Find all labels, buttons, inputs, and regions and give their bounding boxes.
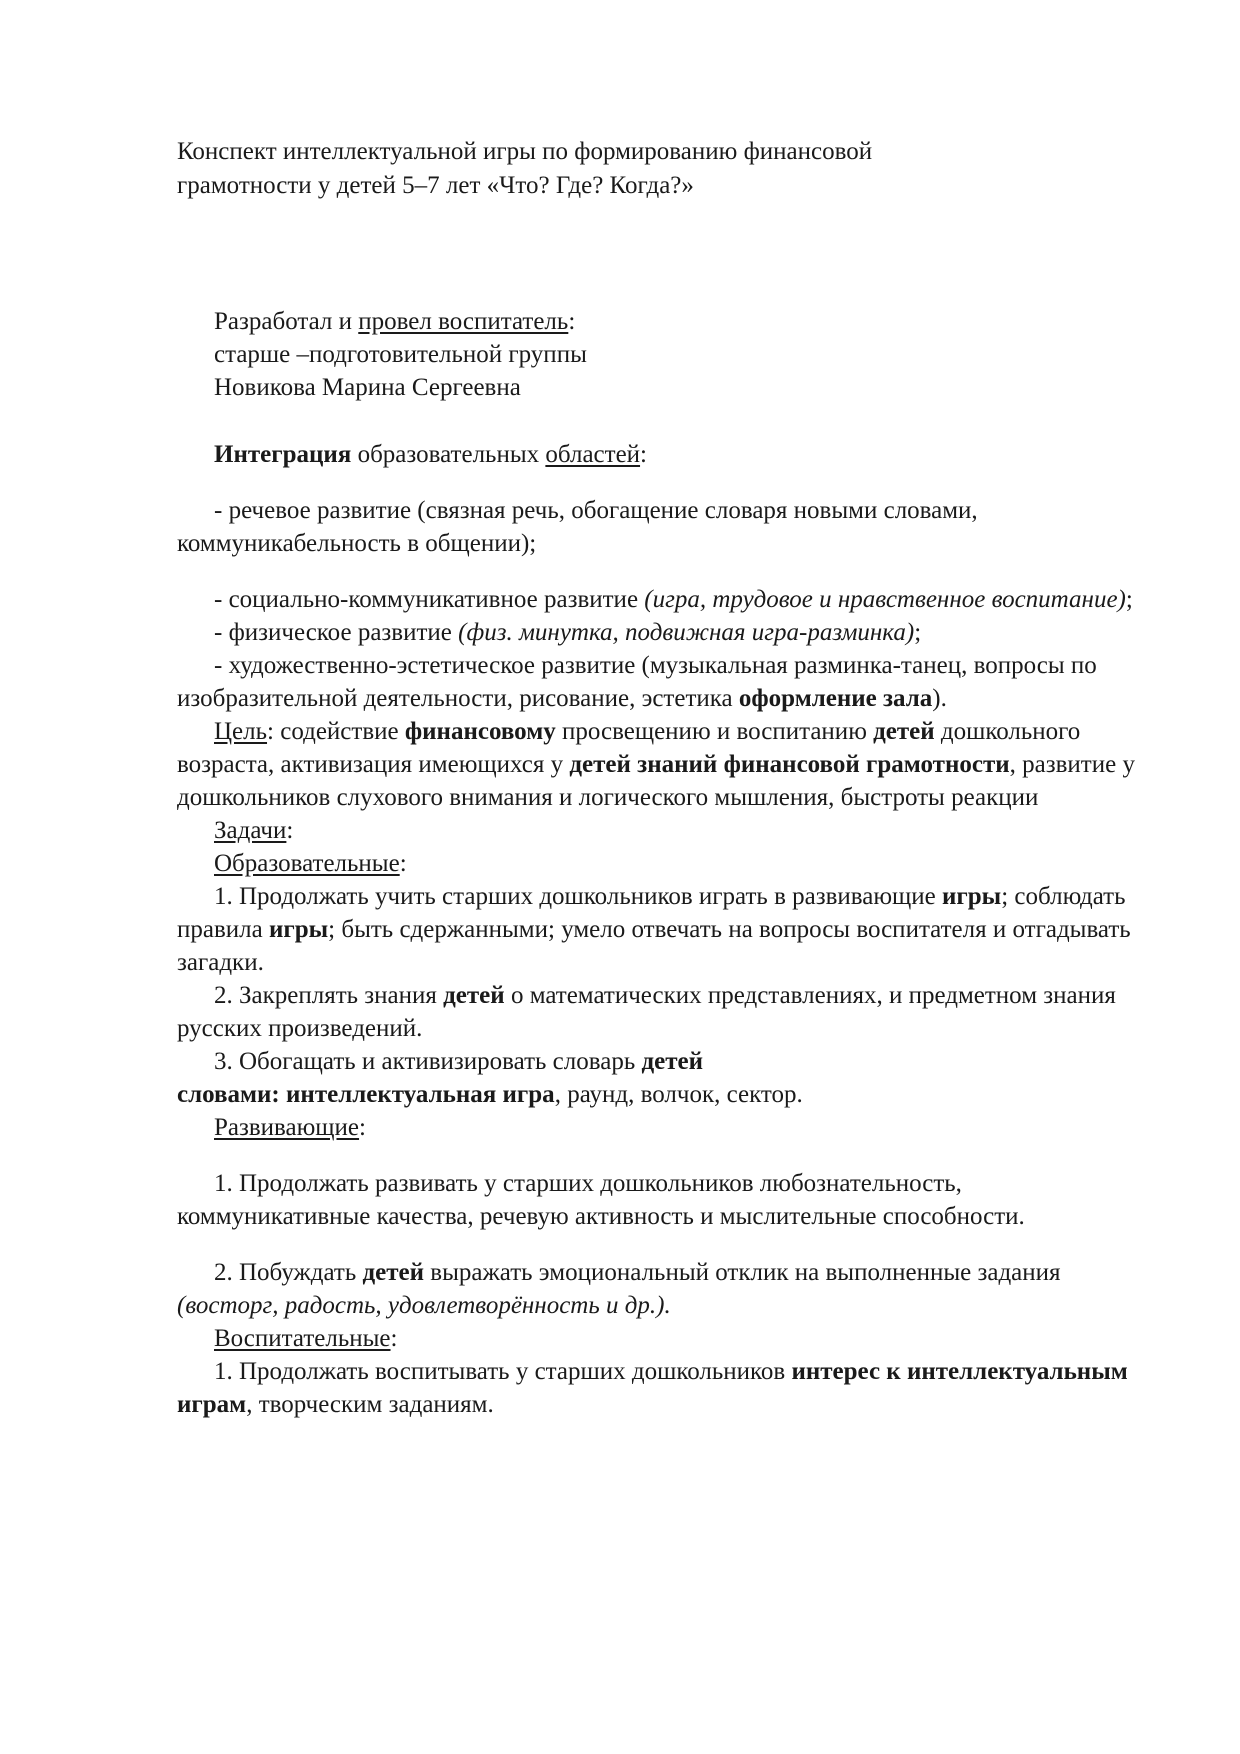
author-prefix: Разработал и bbox=[214, 308, 359, 335]
dev2-italic-1: (восторг, радость, удовлетворённость и др.). bbox=[177, 1292, 671, 1319]
upbringing-item-1 bbox=[177, 1355, 1157, 1421]
author-role: провел воспитатель bbox=[358, 308, 569, 335]
upbringing-label: Воспитательные bbox=[214, 1325, 391, 1352]
author-name: Новикова Марина Сергеевна bbox=[214, 374, 521, 401]
art-text: - художественно-эстетическое развитие (музыкальная разминка-танец, вопросы по изобразительной деятельности, рисование, эстетика bbox=[177, 652, 1097, 712]
educational-heading bbox=[177, 847, 1157, 880]
tasks-label: Задачи bbox=[214, 817, 287, 844]
author-line bbox=[214, 305, 1114, 338]
upbringing-heading bbox=[177, 1322, 1157, 1355]
goal-text-3: дошкольного возраста, активизация имеющихся у bbox=[177, 718, 1081, 778]
developing-heading bbox=[177, 1111, 1157, 1144]
edu3-text-2: , раунд, волчок, сектор. bbox=[554, 1081, 803, 1108]
edu2-bold-1: детей bbox=[443, 982, 505, 1009]
edu1-bold-1: игры bbox=[942, 883, 1002, 910]
edu3-text-1: 3. Обогащать и активизировать словарь bbox=[214, 1048, 642, 1075]
up1-text-2: , творческим заданиям. bbox=[246, 1391, 494, 1418]
integration-heading bbox=[177, 438, 1157, 471]
goal-text-1: : содействие bbox=[267, 718, 405, 745]
social-end: ; bbox=[1125, 586, 1133, 613]
developing-item-2 bbox=[177, 1256, 1157, 1322]
edu1-text-1: 1. Продолжать учить старших дошкольников играть в развивающие bbox=[214, 883, 943, 910]
author-block bbox=[214, 305, 1114, 404]
edu1-text-2: ; соблюдать правила bbox=[177, 883, 1126, 943]
developing-colon: : bbox=[359, 1114, 366, 1141]
physical-end: ; bbox=[914, 619, 922, 646]
edu1-text-3: ; быть сдержанными; умело отвечать на вопросы воспитателя и отгадывать загадки. bbox=[177, 916, 1131, 976]
educational-label: Образовательные bbox=[214, 850, 400, 877]
up1-bold-1: интерес к интеллектуальным играм bbox=[177, 1358, 1128, 1418]
edu2-text-1: 2. Закреплять знания bbox=[214, 982, 444, 1009]
social-development bbox=[177, 583, 1157, 616]
goal-label: Цель bbox=[214, 718, 268, 745]
tasks-colon: : bbox=[286, 817, 294, 844]
educational-item-2 bbox=[177, 979, 1157, 1045]
goal-paragraph bbox=[177, 715, 1157, 814]
edu3-bold-2: словами: интеллектуальная игра bbox=[177, 1081, 555, 1108]
educational-item-3 bbox=[177, 1045, 1157, 1111]
upbringing-colon: : bbox=[390, 1325, 398, 1352]
developing-item-1: 1. Продолжать развивать у старших дошкольников любознательность, коммуникативные качества, речевую активность и мыслительные способности. bbox=[177, 1170, 1025, 1230]
document-title bbox=[177, 135, 1077, 203]
up1-text-1: 1. Продолжать воспитывать у старших дошкольников bbox=[214, 1358, 792, 1385]
document-body bbox=[177, 438, 1157, 1421]
integration-colon: : bbox=[640, 441, 647, 468]
social-text: - социально-коммуникативное развитие bbox=[214, 586, 645, 613]
tasks-heading bbox=[177, 814, 1157, 847]
dev2-text-2: выражать эмоциональный отклик на выполненные задания bbox=[424, 1259, 1061, 1286]
physical-development bbox=[177, 616, 1157, 649]
goal-text-4: , развитие у дошкольников слухового внимания и логического мышления, быстроты реакции bbox=[177, 751, 1135, 811]
author-group: старше –подготовительной группы bbox=[214, 341, 587, 368]
title-line-1: Конспект интеллектуальной игры по формированию финансовой bbox=[177, 138, 873, 165]
physical-italic: (физ. минутка, подвижная игра-разминка) bbox=[458, 619, 915, 646]
author-colon: : bbox=[568, 308, 576, 335]
goal-bold-1: финансовому bbox=[404, 718, 556, 745]
goal-text-2: просвещению и воспитанию bbox=[555, 718, 874, 745]
speech-development: - речевое развитие (связная речь, обогащение словаря новыми словами, коммуникабельность в общении); bbox=[177, 497, 978, 557]
educational-colon: : bbox=[399, 850, 407, 877]
art-end: ). bbox=[932, 685, 947, 712]
social-italic: (игра, трудовое и нравственное воспитание) bbox=[644, 586, 1126, 613]
developing-label: Развивающие bbox=[214, 1114, 360, 1141]
goal-bold-3: детей знаний финансовой грамотности bbox=[569, 751, 1010, 778]
dev2-text-1: 2. Побуждать bbox=[214, 1259, 363, 1286]
educational-item-1 bbox=[177, 880, 1157, 979]
edu3-bold-1: детей bbox=[641, 1048, 704, 1075]
integration-bold: Интеграция bbox=[214, 441, 352, 468]
edu2-text-2: о математических представлениях, и предметном знания русских произведений. bbox=[177, 982, 1116, 1042]
edu1-bold-2: игры bbox=[268, 916, 329, 943]
goal-bold-2: детей bbox=[873, 718, 935, 745]
integration-areas: областей bbox=[545, 441, 641, 468]
dev2-bold-1: детей bbox=[362, 1259, 425, 1286]
art-bold: оформление зала bbox=[738, 685, 933, 712]
title-line-2: грамотности у детей 5–7 лет «Что? Где? Когда?» bbox=[177, 172, 694, 199]
art-development bbox=[177, 649, 1157, 715]
physical-text: - физическое развитие bbox=[214, 619, 459, 646]
integration-mid: образовательных bbox=[351, 441, 546, 468]
